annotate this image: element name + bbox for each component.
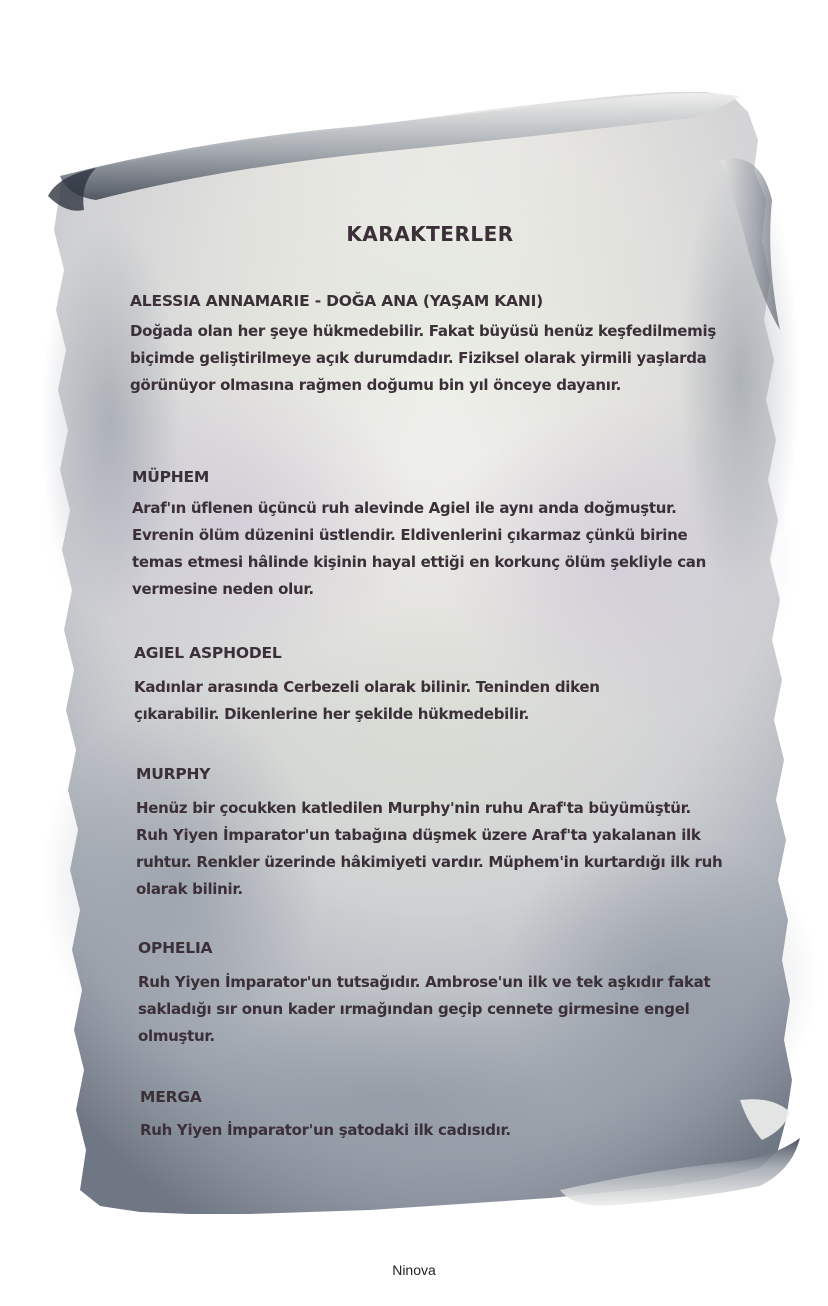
- page-title: KARAKTERLER: [346, 222, 514, 246]
- character-description: Ruh Yiyen İmparator'un tutsağıdır. Ambrose'un ilk ve tek aşkıdır fakat sakladığı sır onun kader ırmağından geçip cennete girmesine engel olmuştur.: [138, 973, 711, 1045]
- character-name: AGIEL ASPHODEL: [134, 644, 282, 662]
- character-name: OPHELIA: [138, 939, 213, 957]
- character-name: MERGA: [140, 1088, 202, 1106]
- character-description: Doğada olan her şeye hükmedebilir. Fakat büyüsü henüz keşfedilmemiş biçimde geliştirilmeye açık durumdadır. Fiziksel olarak yirmili yaşlarda görünüyor olmasına rağmen doğumu bin yıl önceye dayanır.: [130, 322, 716, 394]
- character-description: Ruh Yiyen İmparator'un şatodaki ilk cadısıdır.: [140, 1121, 511, 1139]
- character-name: MURPHY: [136, 765, 211, 783]
- publisher-footer: Ninova: [392, 1262, 436, 1278]
- character-description: Henüz bir çocukken katledilen Murphy'nin ruhu Araf'ta büyümüştür. Ruh Yiyen İmparator'un tabağına düşmek üzere Araf'ta yakalanan ilk ruhtur. Renkler üzerinde hâkimiyeti vardır. Müphem'in kurtardığı ilk ruh olarak bilinir.: [136, 799, 723, 898]
- character-description: Araf'ın üflenen üçüncü ruh alevinde Agiel ile aynı anda doğmuştur. Evrenin ölüm düzenini üstlendir. Eldivenlerini çıkarmaz çünkü birine temas etmesi hâlinde kişinin hayal ettiği en korkunç ölüm şekliyle can vermesine neden olur.: [132, 499, 706, 598]
- character-name: MÜPHEM: [132, 468, 210, 486]
- character-name: ALESSIA ANNAMARIE - DOĞA ANA (YAŞAM KANI): [130, 292, 544, 310]
- character-description: Kadınlar arasında Cerbezeli olarak bilinir. Teninden diken çıkarabilir. Dikenlerine her şekilde hükmedebilir.: [134, 678, 600, 723]
